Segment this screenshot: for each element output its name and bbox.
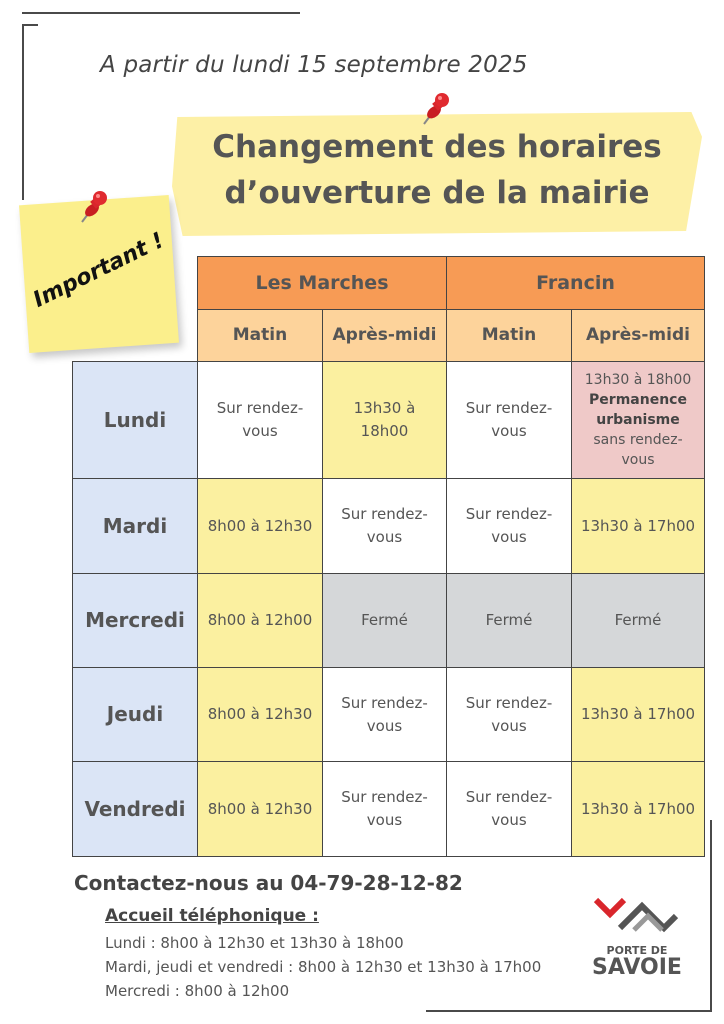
frame-line-left — [22, 24, 24, 200]
day-cell: Jeudi — [72, 667, 198, 762]
contact-phone: Contactez-nous au 04-79-28-12-82 — [74, 871, 463, 895]
push-pin-icon — [420, 92, 454, 126]
frame-line-right — [710, 820, 712, 1010]
accueil-line: Mardi, jeudi et vendredi : 8h00 à 12h30 et 13h30 à 17h00 — [105, 958, 542, 976]
slot-cell: Fermé — [322, 573, 447, 668]
slot-cell: Fermé — [446, 573, 572, 668]
site-header-francin: Francin — [446, 256, 705, 310]
accueil-line: Lundi : 8h00 à 12h30 et 13h30 à 18h00 — [105, 934, 404, 952]
slot-cell: Sur rendez-vous — [446, 361, 572, 479]
sticky-note-text: Important ! — [29, 228, 169, 313]
period-header: Matin — [197, 309, 323, 362]
slot-cell: 13h30 à 17h00 — [571, 761, 705, 857]
slot-cell: Sur rendez-vous — [446, 478, 572, 574]
effective-date: A partir du lundi 15 septembre 2025 — [100, 52, 528, 78]
logo-text-bottom: SAVOIE — [592, 955, 682, 980]
accueil-line: Mercredi : 8h00 à 12h00 — [105, 982, 290, 1000]
frame-line-bottom — [426, 1010, 712, 1012]
slot-cell: 13h30 à 18h00 — [322, 361, 447, 479]
title-line-1: Changement des horaires — [212, 129, 662, 165]
day-cell: Mercredi — [72, 573, 198, 668]
slot-time: 13h30 à 18h00 — [584, 372, 692, 388]
slot-cell: Sur rendez-vous — [446, 761, 572, 857]
period-header: Matin — [446, 309, 572, 362]
day-cell: Lundi — [72, 361, 198, 479]
title-line-2: d’ouverture de la mairie — [224, 175, 650, 211]
slot-cell: 13h30 à 17h00 — [571, 667, 705, 762]
page-title — [172, 124, 702, 216]
accueil-title: Accueil téléphonique : — [105, 906, 319, 926]
frame-line-top — [22, 12, 300, 14]
day-cell: Vendredi — [72, 761, 198, 857]
slot-cell: 13h30 à 17h00 — [571, 478, 705, 574]
slot-cell: 8h00 à 12h30 — [197, 667, 323, 762]
push-pin-icon — [78, 190, 112, 224]
slot-detail: sans rendez-vous — [593, 432, 683, 468]
period-header: Après-midi — [571, 309, 705, 362]
frame-line-left-top — [22, 24, 38, 26]
slot-cell: 8h00 à 12h30 — [197, 761, 323, 857]
slot-note: Permanence urbanisme — [589, 392, 687, 428]
period-header: Après-midi — [322, 309, 447, 362]
site-header-les-marches: Les Marches — [197, 256, 447, 310]
slot-cell: 8h00 à 12h00 — [197, 573, 323, 668]
slot-cell: Sur rendez-vous — [446, 667, 572, 762]
slot-cell-urbanisme — [571, 361, 705, 479]
slot-cell: Sur rendez-vous — [197, 361, 323, 479]
logo-text-top: PORTE DE — [606, 944, 668, 957]
slot-cell: Sur rendez-vous — [322, 761, 447, 857]
slot-cell: Fermé — [571, 573, 705, 668]
slot-cell: Sur rendez-vous — [322, 478, 447, 574]
slot-cell: Sur rendez-vous — [322, 667, 447, 762]
slot-cell: 8h00 à 12h30 — [197, 478, 323, 574]
day-cell: Mardi — [72, 478, 198, 574]
